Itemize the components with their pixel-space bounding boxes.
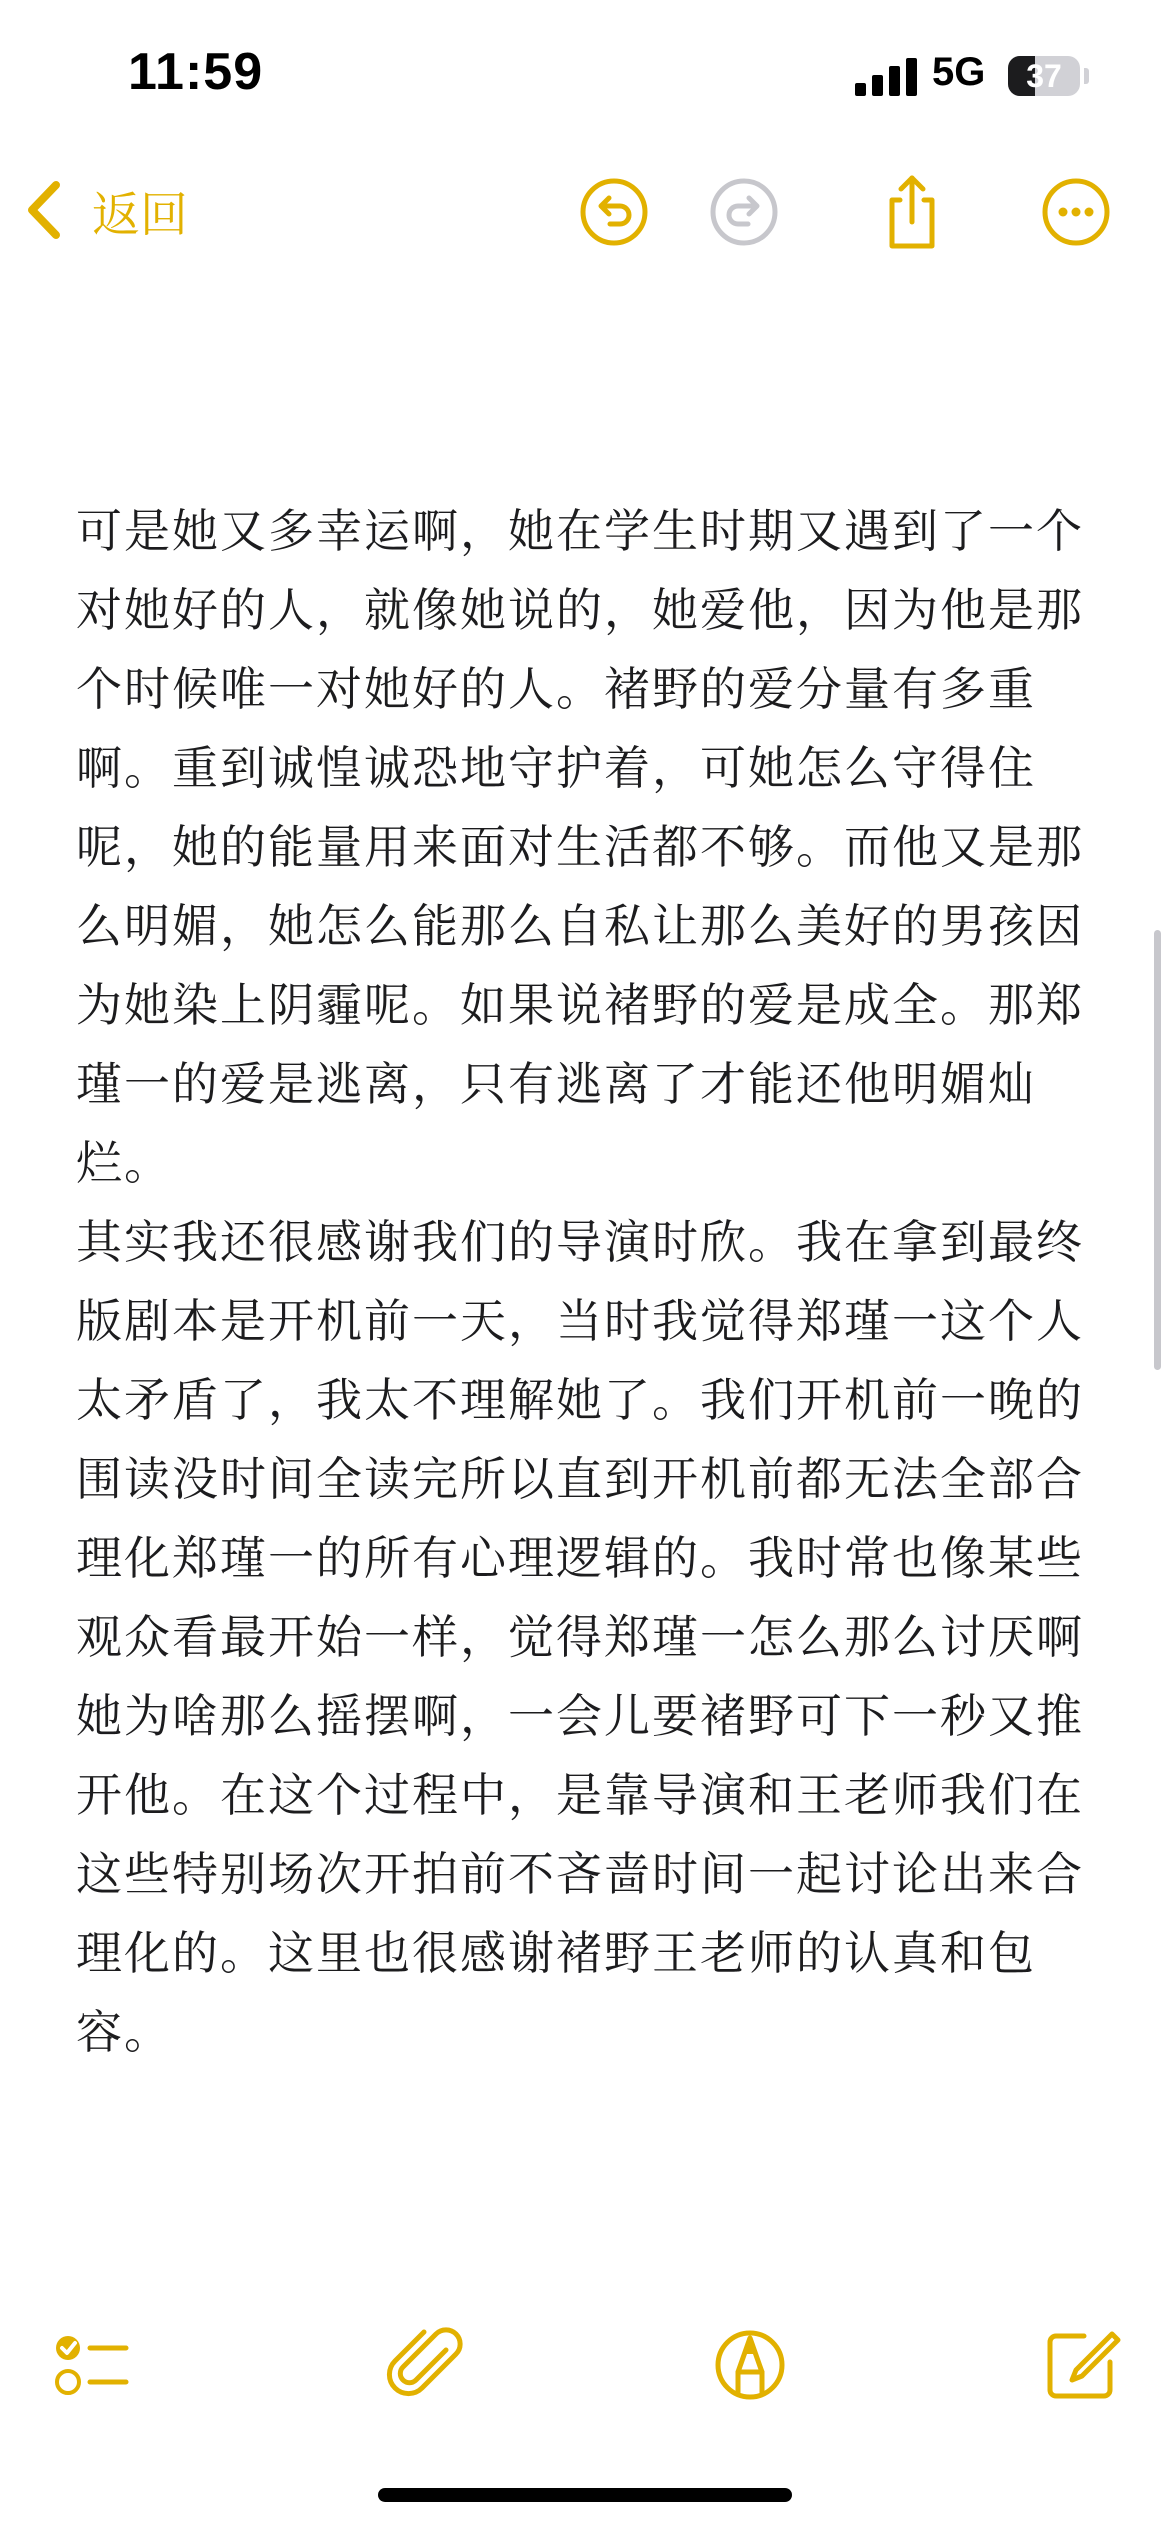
undo-icon <box>572 170 656 254</box>
redo-icon <box>702 170 786 254</box>
nav-bar <box>0 150 1170 270</box>
back-button[interactable] <box>20 170 188 250</box>
redo-button[interactable] <box>702 170 786 254</box>
network-type: 5G <box>932 50 986 94</box>
note-paragraph: 可是她又多幸运啊，她在学生时期又遇到了一个对她好的人，就像她说的，她爱他，因为他是那个时候唯一对她好的人。褚野的爱分量有多重啊。重到诚惶诚恐地守护着，可她怎么守得住呢，她的能量用来面对生活都不够。而他又是那么明媚，她怎么能那么自私让那么美好的男孩因为她染上阴霾呢。如果说褚野的爱是成全。那郑瑾一的爱是逃离，只有逃离了才能还他明媚灿烂。 <box>76 504 1084 1190</box>
status-bar <box>0 0 1170 150</box>
battery-icon <box>1008 56 1080 96</box>
share-button[interactable] <box>870 170 954 254</box>
battery-cap <box>1084 68 1089 84</box>
note-body[interactable] <box>76 492 1096 2072</box>
scroll-indicator[interactable] <box>1154 930 1161 1370</box>
bottom-toolbar <box>0 2310 1170 2430</box>
back-label: 返回 <box>92 186 189 243</box>
compose-button[interactable] <box>1036 2320 1126 2410</box>
checklist-icon <box>46 2320 136 2410</box>
note-paragraph: 其实我还很感谢我们的导演时欣。我在拿到最终版剧本是开机前一天，当时我觉得郑瑾一这个人太矛盾了，我太不理解她了。我们开机前一晚的围读没时间全读完所以直到开机前都无法全部合理化郑瑾一的所有心理逻辑的。我时常也像某些观众看最开始一样，觉得郑瑾一怎么那么讨厌啊她为啥那么摇摆啊，一会儿要褚野可下一秒又推开他。在这个过程中，是靠导演和王老师我们在这些特别场次开拍前不吝啬时间一起讨论出来合理化的。这里也很感谢褚野王老师的认真和包容。 <box>76 1215 1084 2059</box>
checklist-button[interactable] <box>46 2320 136 2410</box>
status-time: 11:59 <box>128 43 264 101</box>
home-indicator[interactable] <box>378 2488 792 2502</box>
more-button[interactable] <box>1034 170 1118 254</box>
cellular-signal-icon <box>855 56 917 96</box>
compose-icon <box>1036 2320 1126 2410</box>
markup-icon <box>705 2320 795 2410</box>
more-icon <box>1034 170 1118 254</box>
markup-button[interactable] <box>705 2320 795 2410</box>
battery-level: 37 <box>1026 58 1062 94</box>
attachment-button[interactable] <box>380 2320 470 2410</box>
share-icon <box>870 170 954 254</box>
attachment-icon <box>380 2320 470 2410</box>
undo-button[interactable] <box>572 170 656 254</box>
chevron-left-icon <box>20 175 70 245</box>
